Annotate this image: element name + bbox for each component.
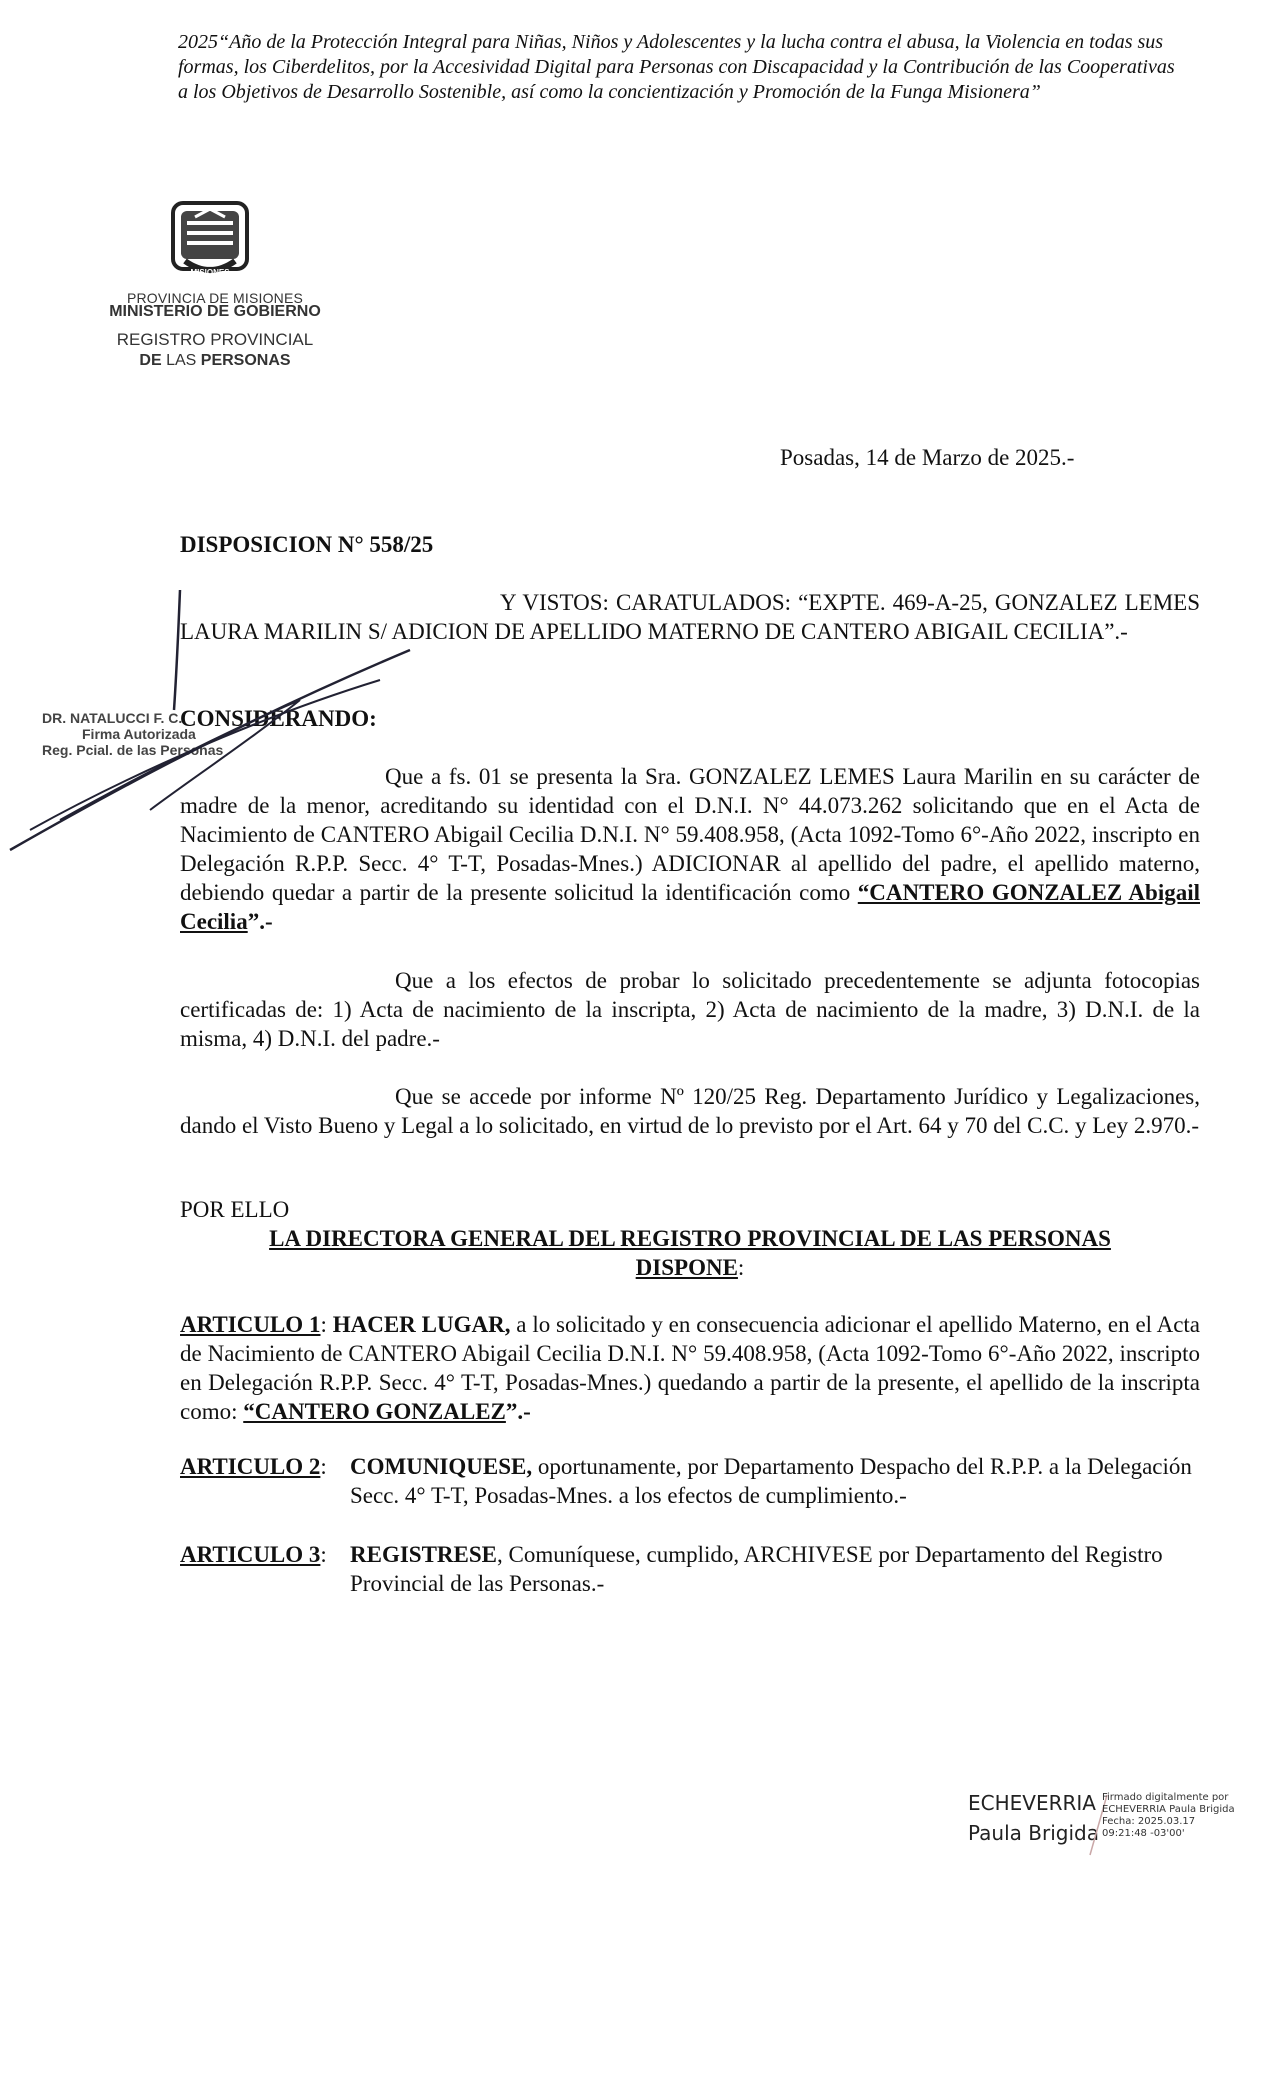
digital-signature-meta [1102,1792,1235,1840]
considerando-paragraph-2: Que a los efectos de probar lo solicitado precedentemente se adjunta fotocopias certificadas de: 1) Acta de nacimiento de la inscripta, 2) Acta de nacimiento de la madre, 3) D.N.I. de la misma, 4) D.N.I. del padre.- [180,968,1200,1051]
articulo-1 [180,1310,1200,1426]
directora-line-1: LA DIRECTORA GENERAL DEL REGISTRO PROVINCIAL DE LAS PERSONAS [269,1226,1111,1251]
articulo-1-colon: : [320,1312,333,1337]
registry-name-2 [90,352,340,370]
registry-las: LAS [161,352,201,369]
province-name: PROVINCIA DE MISIONES [126,290,304,306]
articulo-3-label-wrap [180,1540,350,1569]
por-ello: POR ELLO [180,1197,290,1222]
articulo-2-action: COMUNIQUESE, [350,1454,533,1479]
digital-signature-name [968,1788,1099,1848]
articulo-2-label: ARTICULO 2 [180,1454,321,1479]
articulo-3-body [350,1540,1200,1598]
dispone-colon: : [737,1255,745,1280]
signature-meta-3: Fecha: 2025.03.17 [1102,1816,1196,1827]
registry-personas: PERSONAS [200,352,291,369]
institution-logo [155,195,265,285]
paragraph-1-text: Que a fs. 01 se presenta la Sra. GONZALEZ LEMES Laura Marilin en su carácter de madre de la menor, acreditando su identidad con el D.N.I. N° 44.073.262 solicitando que en el Acta de Nacimiento de CANTERO Abigail Cecilia D.N.I. N° 59.408.958, (Acta 1092-Tomo 6°-Año 2022, inscripto en Delegación R.P.P. Secc. 4° T-T, Posadas-Mnes.) ADICIONAR al apellido del padre, el apellido materno, debiendo quedar a partir de la presente solicitud la identificación como [180,764,1200,905]
stamp-line-2: Firma Autorizada [82,726,196,742]
articulo-1-action: HACER LUGAR, [332,1312,511,1337]
header-motto: 2025“Año de la Protección Integral para Niñas, Niños y Adolescentes y la lucha contra el abusa, la Violencia en todas sus formas, los Ciberdelitos, por la Accesividad Digital para Personas con Discapacidad y la Contribución de las Cooperativas a los Objetivos de Desarrollo Sostenible, así como la concientización y Promoción de la Funga Misionera” [178,31,1175,103]
signature-meta-4: 09:21:48 -03'00' [1102,1828,1185,1839]
ministry-name: MINISTERIO DE GOBIERNO [109,303,321,320]
signature-given-names: Paula Brigida [968,1821,1099,1845]
seal-text: MISIONES [190,268,230,277]
provincial-seal-icon [165,195,255,285]
registry-name: REGISTRO PROVINCIAL [116,330,314,349]
articulo-2-colon: : [320,1454,327,1479]
document-date: Posadas, 14 de Marzo de 2025.- [780,445,1075,470]
considerando-paragraph-1 [180,762,1200,936]
stamp-line-3: Reg. Pcial. de las Personas [42,742,224,758]
articulo-1-end: ”.- [505,1399,531,1424]
articulo-3-colon: : [320,1542,327,1567]
signature-surname: ECHEVERRIA [968,1791,1096,1815]
stamp-line-1: DR. NATALUCCI F. C. [42,710,183,726]
disposition-number: DISPOSICION N° 558/25 [180,532,434,557]
considerando-paragraph-3: Que se accede por informe Nº 120/25 Reg. Departamento Jurídico y Legalizaciones, dando el Visto Bueno y Legal a lo solicitado, en virtud de lo previsto por el Art. 64 y 70 del C.C. y Ley 2.970.- [180,1084,1200,1138]
articulo-2-text: oportunamente, por Departamento Despacho del R.P.P. a la Delegación Secc. 4° T-T, Posadas-Mnes. a los efectos de cumplimiento.- [350,1454,1192,1508]
articulo-1-name: “CANTERO GONZALEZ [243,1399,506,1424]
registry-de: DE [139,352,162,369]
child-full-name: “CANTERO GONZALEZ Abigail Cecilia [180,880,1200,934]
articulo-1-text: a lo solicitado y en consecuencia adicionar el apellido Materno, en el Acta de Nacimiento de CANTERO Abigail Cecilia D.N.I. N° 59.408.958, (Acta 1092-Tomo 6°-Año 2022, inscripto en Delegación R.P.P. Secc. 4° T-T, Posadas-Mnes.) quedando a partir de la presente, el apellido de la inscripta como: [180,1312,1201,1424]
dispone: DISPONE [635,1255,738,1280]
articulo-3-label: ARTICULO 3 [180,1542,321,1567]
articulo-1-label: ARTICULO 1 [180,1312,321,1337]
articulo-2-label-wrap [180,1452,350,1481]
paragraph-1-end: ”.- [247,909,273,934]
vistos-paragraph: Y VISTOS: CARATULADOS: “EXPTE. 469-A-25, GONZALEZ LEMES LAURA MARILIN S/ ADICION DE APELLIDO MATERNO DE CANTERO ABIGAIL CECILIA”.- [180,590,1200,644]
considerando-heading: CONSIDERANDO: [180,706,377,731]
signature-meta-1: Firmado digitalmente por [1102,1792,1229,1803]
articulo-2-body [350,1452,1200,1510]
signature-meta-2: ECHEVERRIA Paula Brigida [1102,1804,1235,1815]
articulo-3-text: , Comuníquese, cumplido, ARCHIVESE por Departamento del Registro Provincial de las Personas.- [350,1542,1163,1596]
directora-heading [180,1224,1200,1282]
articulo-3-action: REGISTRESE [350,1542,498,1567]
